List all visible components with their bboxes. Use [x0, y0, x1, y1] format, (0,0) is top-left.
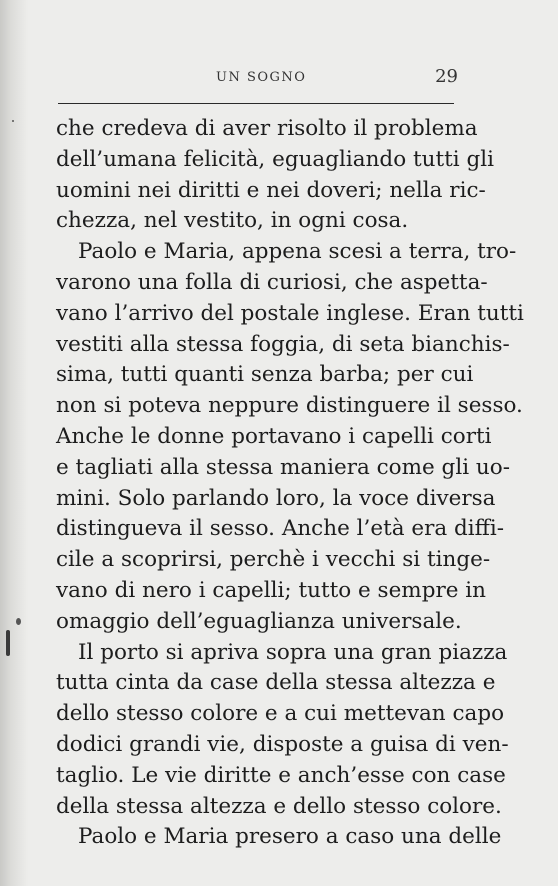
scan-speck [6, 630, 10, 656]
text-line: tutta cinta da case della stessa altezza e [56, 670, 496, 696]
scan-speck [12, 120, 14, 122]
text-line: della stessa altezza e dello stesso colore. [56, 793, 502, 819]
text-line: non si poteva neppure distinguere il sesso. [56, 393, 523, 419]
text-line: dello stesso colore e a cui mettevan capo [56, 701, 505, 727]
text-line: Paolo e Maria, appena scesi a terra, tro- [78, 239, 517, 265]
text-line: mini. Solo parlando loro, la voce diversa [56, 485, 496, 511]
page-gutter-shadow [0, 0, 28, 886]
text-line: vano l’arrivo del postale inglese. Eran tutti [56, 300, 524, 326]
text-line: uomini nei diritti e nei doveri; nella ric- [56, 177, 486, 203]
scan-speck [16, 618, 21, 625]
text-line: sima, tutti quanti senza barba; per cui [56, 362, 474, 388]
text-line: vano di nero i capelli; tutto e sempre in [56, 577, 487, 603]
text-line: omaggio dell’eguaglianza universale. [56, 608, 462, 634]
text-line: Anche le donne portavano i capelli corti [56, 423, 492, 449]
header-rule [58, 103, 454, 104]
text-line: varono una folla di curiosi, che aspetta- [56, 269, 488, 295]
text-line: dell’umana felicità, eguagliando tutti gli [56, 146, 494, 172]
text-line: che credeva di aver risolto il problema [56, 116, 478, 141]
text-line: chezza, nel vestito, in ogni cosa. [56, 208, 409, 234]
text-line: taglio. Le vie diritte e anch’esse con case [56, 762, 506, 788]
text-line: Il porto si apriva sopra una gran piazza [78, 639, 508, 665]
text-line: distingueva il sesso. Anche l’età era diffi- [56, 516, 505, 542]
body-text [56, 114, 524, 853]
running-head [58, 66, 458, 92]
page-number: 29 [435, 66, 458, 87]
running-title: UN SOGNO [216, 70, 307, 85]
text-line: e tagliati alla stessa maniera come gli uo- [56, 454, 510, 480]
text-line: dodici grandi vie, disposte a guisa di ven- [56, 731, 509, 757]
text-line: vestiti alla stessa foggia, di seta bianchis- [56, 331, 510, 357]
text-line: Paolo e Maria presero a caso una delle [78, 824, 502, 850]
text-line: cile a scoprirsi, perchè i vecchi si tinge- [56, 547, 491, 573]
